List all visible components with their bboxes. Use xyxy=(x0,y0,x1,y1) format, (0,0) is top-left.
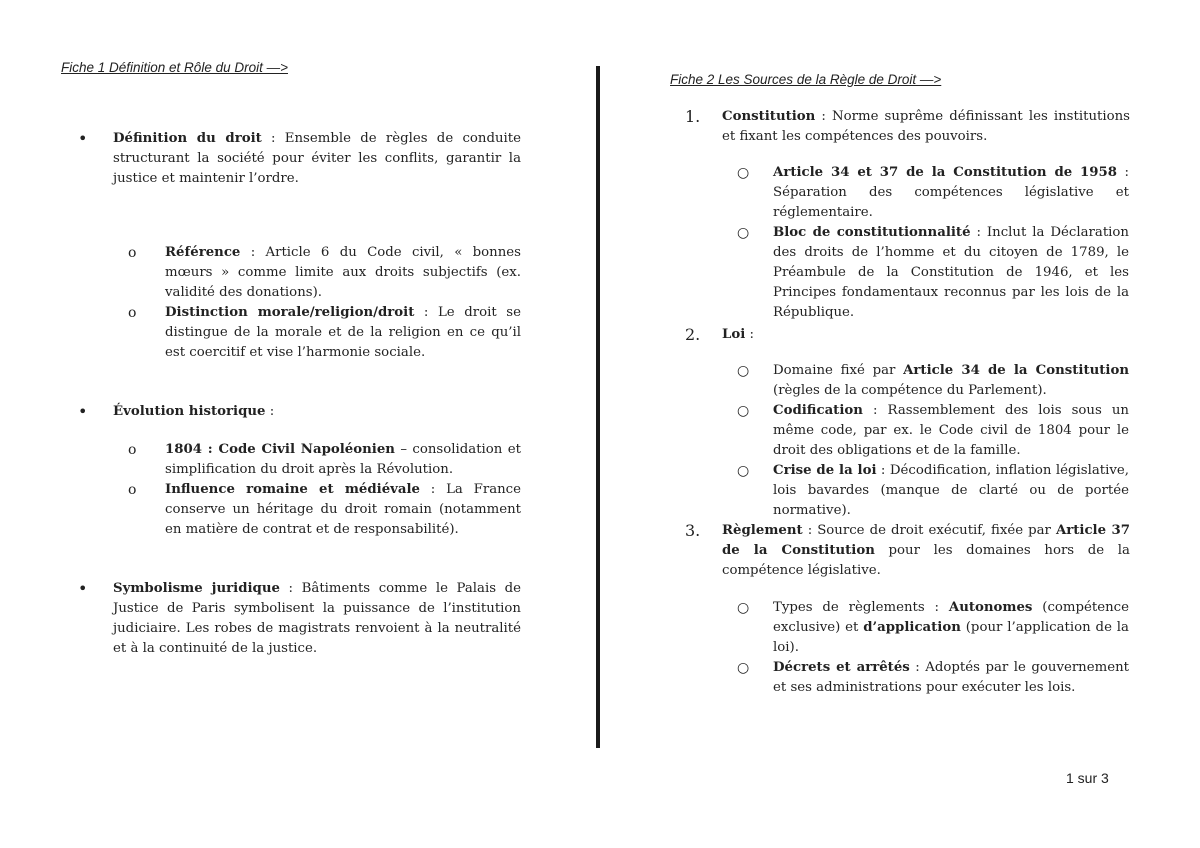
text-article-34-37: : Séparation des compétences législative et réglementaire. xyxy=(773,165,1129,220)
list-item-decrets xyxy=(670,658,1129,698)
text-reglement-1: : Source de droit exécutif, fixée par xyxy=(802,523,1056,538)
text-types-1: Types de règlements : xyxy=(773,600,949,615)
text-domaine-1: Domaine fixé par xyxy=(773,363,904,378)
list-item-evolution xyxy=(61,402,521,422)
number-marker: 2. xyxy=(685,325,701,344)
text-domaine-2: (règles de la compétence du Parlement). xyxy=(773,383,1047,398)
text-types-2: (compétence exclusive) et xyxy=(773,600,1129,635)
fiche-1-title: Fiche 1 Définition et Rôle du Droit —> xyxy=(61,60,288,75)
term-codification: Codification xyxy=(773,403,863,418)
term-symbolisme: Symbolisme juridique xyxy=(113,581,280,596)
text-evolution: : xyxy=(265,404,275,419)
text-code-civil: – consolidation et simplification du droit après la Révolution. xyxy=(165,442,521,477)
circle-marker: ○ xyxy=(737,403,750,419)
circle-marker: ○ xyxy=(737,660,750,676)
term-influence: Influence romaine et médiévale xyxy=(165,482,421,497)
term-crise: Crise de la loi xyxy=(773,463,877,478)
text-crise: : Décodification, inflation législative, lois bavardes (manque de clarté ou de portée normative). xyxy=(773,463,1129,518)
list-item-domaine xyxy=(670,361,1129,401)
text-decrets: : Adoptés par le gouvernement et ses administrations pour exécuter les lois. xyxy=(773,660,1129,695)
text-types-3: (pour l’application de la loi). xyxy=(773,620,1129,655)
term-loi: Loi xyxy=(722,327,746,342)
term-application: d’application xyxy=(863,620,961,635)
term-distinction: Distinction morale/religion/droit xyxy=(165,305,415,320)
column-divider xyxy=(596,66,600,748)
term-article-37: Article 37 de la Constitution xyxy=(722,523,1130,558)
right-column xyxy=(670,72,1130,695)
text-loi: : xyxy=(745,327,754,342)
text-codification: : Rassemblement des lois sous un même code, par ex. le Code civil de 1804 pour le droit des obligations et de la famille. xyxy=(773,403,1129,458)
sub-marker: o xyxy=(128,442,137,458)
circle-marker: ○ xyxy=(737,165,750,181)
text-influence: : La France conserve un héritage du droit romain (notamment en matière de contrat et de responsabilité). xyxy=(165,482,522,537)
list-item-influence xyxy=(61,480,521,540)
term-code-civil: 1804 : Code Civil Napoléonien xyxy=(165,442,395,457)
list-item-distinction xyxy=(61,303,521,363)
term-decrets: Décrets et arrêtés xyxy=(773,660,910,675)
list-item-code-civil xyxy=(61,440,521,480)
number-marker: 1. xyxy=(685,107,701,126)
bullet-marker: • xyxy=(78,402,88,421)
circle-marker: ○ xyxy=(737,225,750,241)
term-autonomes: Autonomes xyxy=(948,600,1033,615)
text-reference: : Article 6 du Code civil, « bonnes mœurs » comme limite aux droits subjectifs (ex. validité des donations). xyxy=(165,245,521,300)
text-reglement-2: pour les domaines hors de la compétence législative. xyxy=(722,543,1130,578)
sub-marker: o xyxy=(128,482,137,498)
term-constitution: Constitution xyxy=(722,109,816,124)
term-bloc: Bloc de constitutionnalité xyxy=(773,225,971,240)
list-item-bloc xyxy=(670,223,1129,323)
circle-marker: ○ xyxy=(737,600,750,616)
page-number: 1 sur 3 xyxy=(1066,770,1109,786)
term-reference: Référence xyxy=(165,245,241,260)
term-domaine: Article 34 de la Constitution xyxy=(903,363,1130,378)
text-symbolisme: : Bâtiments comme le Palais de Justice de Paris symbolisent la puissance de l’institution judiciaire. Les robes de magistrats renvoient à la neutralité et à la continuité de la justice. xyxy=(113,581,522,656)
list-item-crise xyxy=(670,461,1129,521)
fiche-2-title: Fiche 2 Les Sources de la Règle de Droit —> xyxy=(670,72,942,87)
list-item-reglement xyxy=(670,521,1130,581)
list-item-symbolisme xyxy=(61,579,521,659)
list-item-types xyxy=(670,598,1129,658)
list-item-reference xyxy=(61,243,521,303)
text-constitution: : Norme suprême définissant les institutions et fixant les compétences des pouvoirs. xyxy=(722,109,1130,144)
left-column xyxy=(61,60,522,656)
list-item-loi xyxy=(670,325,1130,345)
term-reglement: Règlement xyxy=(722,523,803,538)
list-item-constitution xyxy=(670,107,1130,147)
bullet-marker: • xyxy=(78,129,88,148)
circle-marker: ○ xyxy=(737,363,750,379)
circle-marker: ○ xyxy=(737,463,750,479)
text-distinction: : Le droit se distingue de la morale et de la religion en ce qu’il est coercitif et vise l’harmonie sociale. xyxy=(165,305,521,360)
term-article-34-37: Article 34 et 37 de la Constitution de 1958 xyxy=(773,165,1118,180)
term-definition: Définition du droit xyxy=(113,131,262,146)
number-marker: 3. xyxy=(685,521,701,540)
bullet-marker: • xyxy=(78,579,88,598)
list-item-codification xyxy=(670,401,1129,461)
sub-marker: o xyxy=(128,245,137,261)
list-item-article-34-37 xyxy=(670,163,1129,223)
sub-marker: o xyxy=(128,305,137,321)
list-item-definition xyxy=(61,129,521,189)
text-definition: : Ensemble de règles de conduite structurant la société pour éviter les conflits, garantir la justice et maintenir l’ordre. xyxy=(113,131,521,186)
term-evolution: Évolution historique xyxy=(113,404,266,419)
text-bloc: : Inclut la Déclaration des droits de l’homme et du citoyen de 1789, le Préambule de la Constitution de 1946, et les Principes fondamentaux reconnus par les lois de la République. xyxy=(773,225,1129,320)
